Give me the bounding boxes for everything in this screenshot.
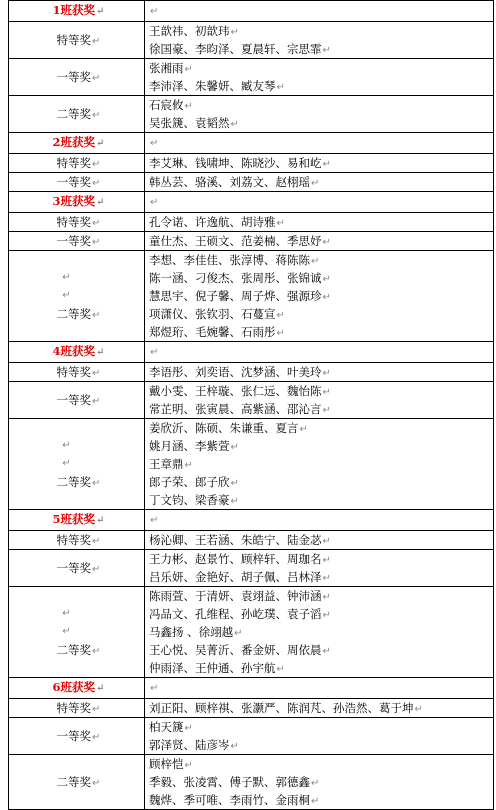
award-level: 特等奖 xyxy=(56,701,92,715)
paragraph-mark-icon: ↵ xyxy=(276,82,285,93)
award-level-line xyxy=(13,154,144,172)
award-level-cell xyxy=(9,699,145,718)
names-line xyxy=(149,323,493,341)
paragraph-mark-icon: ↵ xyxy=(92,310,101,321)
class-header-row xyxy=(9,1,494,22)
names-cell xyxy=(145,363,494,382)
award-row xyxy=(9,363,494,382)
names-text: 王章鼎 xyxy=(149,457,184,471)
award-level: 特等奖 xyxy=(56,533,92,547)
award-level-cell xyxy=(9,718,145,755)
class-title-text: 6班获奖 xyxy=(52,680,96,694)
names-text: 杨沁卿、王若涵、朱皓宁、陆金苾 xyxy=(149,533,322,547)
paragraph-mark-icon: ↵ xyxy=(276,328,285,339)
class-title xyxy=(9,133,145,154)
names-line xyxy=(149,437,493,455)
award-row xyxy=(9,22,494,59)
award-level-line xyxy=(13,213,144,231)
award-row xyxy=(9,419,494,510)
award-level-line xyxy=(13,699,144,717)
names-text: 姜欣沂、陈硕、朱谦重、夏言 xyxy=(149,421,299,435)
names-text: 童仕杰、王硕文、范姜楠、季思妤 xyxy=(149,234,322,248)
paragraph-mark-icon: ↵ xyxy=(311,256,320,267)
paragraph-mark-icon: ↵ xyxy=(184,101,193,112)
award-level: 二等奖 xyxy=(56,475,92,489)
class-title xyxy=(9,1,145,22)
award-level: 二等奖 xyxy=(56,775,92,789)
names-text: 孔令诺、许逸航、胡诗雅 xyxy=(149,215,276,229)
names-line xyxy=(149,419,493,437)
names-text: 郎子荣、郎子欣 xyxy=(149,475,230,489)
names-text: 马鑫扬 、徐翊越 xyxy=(149,625,234,639)
class-header-empty-cell xyxy=(145,678,494,699)
names-line xyxy=(149,699,493,717)
class-header-empty-cell xyxy=(145,342,494,363)
paragraph-mark-icon: ↵ xyxy=(92,396,101,407)
paragraph-mark-icon: ↵ xyxy=(92,564,101,575)
paragraph-mark-icon: ↵ xyxy=(322,555,331,566)
names-line xyxy=(149,736,493,754)
names-text: 郭泽贤、陆彦岑 xyxy=(149,738,230,752)
paragraph-mark-icon: ↵ xyxy=(96,347,105,358)
award-level-line xyxy=(13,559,144,577)
names-line xyxy=(149,773,493,791)
names-cell xyxy=(145,213,494,232)
paragraph-mark-icon: ↵ xyxy=(92,36,101,47)
paragraph-mark-icon: ↵ xyxy=(62,608,71,619)
paragraph-mark-icon: ↵ xyxy=(92,778,101,789)
names-line xyxy=(149,96,493,114)
names-text: 慧思宇、倪子馨、周子烨、强源珍 xyxy=(149,289,322,303)
award-level-cell xyxy=(9,550,145,587)
class-title-text: 4班获奖 xyxy=(52,344,96,358)
award-level-line xyxy=(13,232,144,250)
names-text: 陈一涵、刁俊杰、张周彤、张锦诚 xyxy=(149,271,322,285)
award-row xyxy=(9,96,494,133)
names-text: 陈雨萱、于清妍、袁翊益、钟沛涵 xyxy=(149,589,322,603)
award-level-cell xyxy=(9,22,145,59)
award-level-cell xyxy=(9,213,145,232)
names-cell xyxy=(145,251,494,342)
class-header-row xyxy=(9,133,494,154)
names-text: 魏烨、季可唯、李雨竹、金雨桐 xyxy=(149,793,310,807)
paragraph-mark-icon: ↵ xyxy=(322,45,331,56)
award-row xyxy=(9,699,494,718)
award-row xyxy=(9,173,494,192)
names-text: 项潇仪、张钦羽、石蔓宣 xyxy=(149,307,276,321)
paragraph-mark-icon: ↵ xyxy=(62,458,71,469)
names-line xyxy=(149,791,493,809)
names-line xyxy=(149,114,493,132)
award-level-line xyxy=(13,391,144,409)
paragraph-mark-icon: ↵ xyxy=(92,646,101,657)
names-line xyxy=(149,173,493,191)
award-row xyxy=(9,755,494,810)
award-level-cell xyxy=(9,96,145,133)
class-header-row xyxy=(9,192,494,213)
paragraph-mark-icon: ↵ xyxy=(322,159,331,170)
paragraph-mark-icon: ↵ xyxy=(96,6,105,17)
names-line xyxy=(149,568,493,586)
paragraph-mark-icon: ↵ xyxy=(96,515,105,526)
class-title-text: 1班获奖 xyxy=(52,3,96,17)
award-level-line xyxy=(13,105,144,123)
class-title-text: 2班获奖 xyxy=(52,135,96,149)
names-line xyxy=(149,400,493,418)
paragraph-mark-icon: ↵ xyxy=(150,683,159,694)
award-level: 一等奖 xyxy=(56,729,92,743)
class-title xyxy=(9,510,145,531)
paragraph-mark-icon: ↵ xyxy=(92,237,101,248)
award-level-cell xyxy=(9,419,145,510)
names-text: 徐国豪、李昀泽、夏晨轩、宗思霏 xyxy=(149,42,322,56)
paragraph-mark-icon: ↵ xyxy=(150,138,159,149)
paragraph-mark-icon: ↵ xyxy=(311,796,320,807)
paragraph-mark-icon: ↵ xyxy=(96,197,105,208)
class-title xyxy=(9,192,145,213)
names-text: 王力彬、赵景竹、顾梓轩、周珈名 xyxy=(149,552,322,566)
names-text: 吴张篪、袁韬然 xyxy=(149,116,230,130)
names-text: 顾梓恺 xyxy=(149,757,184,771)
names-cell xyxy=(145,531,494,550)
paragraph-mark-icon: ↵ xyxy=(230,478,239,489)
names-cell xyxy=(145,382,494,419)
names-text: 柏天篪 xyxy=(149,720,184,734)
class-title xyxy=(9,342,145,363)
names-text: 郑煜珩、毛婉馨、石雨彤 xyxy=(149,325,276,339)
names-cell xyxy=(145,59,494,96)
names-text: 季毅、张凌霄、傅子默、郭德鑫 xyxy=(149,775,310,789)
award-level: 一等奖 xyxy=(56,234,92,248)
award-level-line xyxy=(13,305,144,323)
names-line xyxy=(149,587,493,605)
award-level: 一等奖 xyxy=(56,393,92,407)
names-line xyxy=(149,491,493,509)
paragraph-mark-icon: ↵ xyxy=(96,138,105,149)
names-text: 刘正阳、顾梓祺、张灏严、陈润芃、孙浩然、葛于坤 xyxy=(149,701,414,715)
award-level-cell xyxy=(9,251,145,342)
paragraph-mark-icon: ↵ xyxy=(92,478,101,489)
paragraph-mark-icon: ↵ xyxy=(322,237,331,248)
award-level-line xyxy=(13,473,144,491)
names-text: 李语彤、刘奕语、沈梦涵、叶美玲 xyxy=(149,365,322,379)
paragraph-mark-icon: ↵ xyxy=(150,515,159,526)
paragraph-mark-icon: ↵ xyxy=(322,387,331,398)
class-header-empty-cell xyxy=(145,133,494,154)
names-line xyxy=(149,382,493,400)
names-line xyxy=(149,755,493,773)
paragraph-mark-icon: ↵ xyxy=(322,405,331,416)
paragraph-mark-icon: ↵ xyxy=(230,442,239,453)
paragraph-mark-icon: ↵ xyxy=(62,626,71,637)
award-row xyxy=(9,718,494,755)
paragraph-mark-icon: ↵ xyxy=(230,119,239,130)
class-header-row xyxy=(9,678,494,699)
paragraph-mark-icon: ↵ xyxy=(322,536,331,547)
paragraph-mark-icon: ↵ xyxy=(311,178,320,189)
names-line xyxy=(149,251,493,269)
award-level: 一等奖 xyxy=(56,175,92,189)
names-line xyxy=(149,473,493,491)
paragraph-mark-icon: ↵ xyxy=(311,778,320,789)
award-row xyxy=(9,587,494,678)
names-text: 姚月涵、李紫萱 xyxy=(149,439,230,453)
class-header-row xyxy=(9,510,494,531)
names-line xyxy=(149,213,493,231)
class-header-empty-cell xyxy=(145,192,494,213)
paragraph-mark-icon: ↵ xyxy=(92,178,101,189)
names-text: 李想、李佳佳、张淳博、蒋陈陈 xyxy=(149,253,310,267)
names-text: 李艾琳、钱啸坤、陈晓沙、易和屹 xyxy=(149,156,322,170)
class-title xyxy=(9,678,145,699)
names-text: 常芷明、张寅晨、高紫涵、邵沁言 xyxy=(149,402,322,416)
paragraph-mark-icon: ↵ xyxy=(184,723,193,734)
award-level-line xyxy=(13,173,144,191)
award-level-cell xyxy=(9,232,145,251)
names-cell xyxy=(145,755,494,810)
names-line xyxy=(149,455,493,473)
names-line xyxy=(149,154,493,172)
award-level-cell xyxy=(9,382,145,419)
names-cell xyxy=(145,232,494,251)
paragraph-mark-icon: ↵ xyxy=(322,292,331,303)
award-row xyxy=(9,382,494,419)
award-level-line xyxy=(13,363,144,381)
names-line xyxy=(149,77,493,95)
class-header-empty-cell xyxy=(145,1,494,22)
paragraph-mark-icon: ↵ xyxy=(322,646,331,657)
award-row xyxy=(9,213,494,232)
names-text: 韩丛芸、骆溪、刘荔文、赵栩瑶 xyxy=(149,175,310,189)
paragraph-mark-icon: ↵ xyxy=(92,732,101,743)
paragraph-mark-icon: ↵ xyxy=(230,27,239,38)
award-level-line xyxy=(13,68,144,86)
award-level-line xyxy=(13,773,144,791)
award-level: 二等奖 xyxy=(56,107,92,121)
award-level-cell xyxy=(9,363,145,382)
award-row xyxy=(9,232,494,251)
class-title-text: 5班获奖 xyxy=(52,512,96,526)
paragraph-mark-icon: ↵ xyxy=(150,347,159,358)
names-cell xyxy=(145,419,494,510)
awards-table-body xyxy=(9,1,494,810)
paragraph-mark-icon: ↵ xyxy=(184,460,193,471)
names-cell xyxy=(145,718,494,755)
class-header-row xyxy=(9,342,494,363)
award-level-line xyxy=(13,31,144,49)
names-text: 张湘雨 xyxy=(149,61,184,75)
names-text: 石宸攸 xyxy=(149,98,184,112)
names-line xyxy=(149,22,493,40)
names-cell xyxy=(145,96,494,133)
names-line xyxy=(149,232,493,250)
names-line xyxy=(149,659,493,677)
names-cell xyxy=(145,22,494,59)
class-header-empty-cell xyxy=(145,510,494,531)
paragraph-mark-icon: ↵ xyxy=(322,610,331,621)
award-level: 特等奖 xyxy=(56,33,92,47)
paragraph-mark-icon: ↵ xyxy=(322,573,331,584)
award-level-line xyxy=(13,727,144,745)
award-level: 特等奖 xyxy=(56,156,92,170)
paragraph-mark-icon: ↵ xyxy=(276,664,285,675)
names-line xyxy=(149,718,493,736)
paragraph-mark-icon: ↵ xyxy=(92,218,101,229)
awards-table xyxy=(8,0,494,810)
paragraph-mark-icon: ↵ xyxy=(230,741,239,752)
award-level-cell xyxy=(9,154,145,173)
names-text: 仲雨泽、王仲通、孙宇航 xyxy=(149,661,276,675)
names-cell xyxy=(145,550,494,587)
paragraph-mark-icon: ↵ xyxy=(62,290,71,301)
paragraph-mark-icon: ↵ xyxy=(322,368,331,379)
names-line xyxy=(149,269,493,287)
names-cell xyxy=(145,154,494,173)
paragraph-mark-icon: ↵ xyxy=(96,683,105,694)
award-level-line xyxy=(13,641,144,659)
award-level-cell xyxy=(9,587,145,678)
paragraph-mark-icon: ↵ xyxy=(92,73,101,84)
paragraph-mark-icon: ↵ xyxy=(322,592,331,603)
paragraph-mark-icon: ↵ xyxy=(184,760,193,771)
names-text: 王歆祎、初歆玮 xyxy=(149,24,230,38)
names-line xyxy=(149,59,493,77)
paragraph-mark-icon: ↵ xyxy=(234,628,243,639)
paragraph-mark-icon: ↵ xyxy=(150,197,159,208)
award-level: 二等奖 xyxy=(56,307,92,321)
names-line xyxy=(149,641,493,659)
paragraph-mark-icon: ↵ xyxy=(299,424,308,435)
names-cell xyxy=(145,699,494,718)
award-row xyxy=(9,531,494,550)
award-row xyxy=(9,154,494,173)
paragraph-mark-icon: ↵ xyxy=(150,6,159,17)
names-line xyxy=(149,550,493,568)
award-level: 一等奖 xyxy=(56,561,92,575)
award-level: 二等奖 xyxy=(56,643,92,657)
paragraph-mark-icon: ↵ xyxy=(414,704,423,715)
names-text: 李沛泽、朱馨妍、臧友琴 xyxy=(149,79,276,93)
paragraph-mark-icon: ↵ xyxy=(322,274,331,285)
names-text: 吕乐妍、金艳好、胡子佩、吕林泽 xyxy=(149,570,322,584)
paragraph-mark-icon: ↵ xyxy=(62,272,71,283)
names-text: 戴小雯、王梓璇、张仁远、魏怡陈 xyxy=(149,384,322,398)
award-level-cell xyxy=(9,59,145,96)
names-line xyxy=(149,623,493,641)
names-line xyxy=(149,531,493,549)
names-line xyxy=(149,305,493,323)
award-level-cell xyxy=(9,173,145,192)
names-text: 冯品文、孔维程、孙屹璞、袁子滔 xyxy=(149,607,322,621)
paragraph-mark-icon: ↵ xyxy=(92,159,101,170)
award-row xyxy=(9,251,494,342)
class-title-text: 3班获奖 xyxy=(52,194,96,208)
names-line xyxy=(149,287,493,305)
award-level: 特等奖 xyxy=(56,365,92,379)
award-level-line xyxy=(13,531,144,549)
names-cell xyxy=(145,587,494,678)
paragraph-mark-icon: ↵ xyxy=(92,704,101,715)
award-level-cell xyxy=(9,755,145,810)
award-row xyxy=(9,59,494,96)
award-level: 一等奖 xyxy=(56,70,92,84)
award-row xyxy=(9,550,494,587)
award-level-cell xyxy=(9,531,145,550)
names-text: 王心悦、吴菁沂、番金妍、周依晨 xyxy=(149,643,322,657)
names-line xyxy=(149,363,493,381)
paragraph-mark-icon: ↵ xyxy=(62,440,71,451)
names-text: 丁文钧、梁香豪 xyxy=(149,493,230,507)
names-line xyxy=(149,40,493,58)
paragraph-mark-icon: ↵ xyxy=(92,368,101,379)
paragraph-mark-icon: ↵ xyxy=(92,110,101,121)
names-cell xyxy=(145,173,494,192)
names-line xyxy=(149,605,493,623)
award-level: 特等奖 xyxy=(56,215,92,229)
paragraph-mark-icon: ↵ xyxy=(92,536,101,547)
paragraph-mark-icon: ↵ xyxy=(276,218,285,229)
paragraph-mark-icon: ↵ xyxy=(230,496,239,507)
paragraph-mark-icon: ↵ xyxy=(276,310,285,321)
paragraph-mark-icon: ↵ xyxy=(184,64,193,75)
